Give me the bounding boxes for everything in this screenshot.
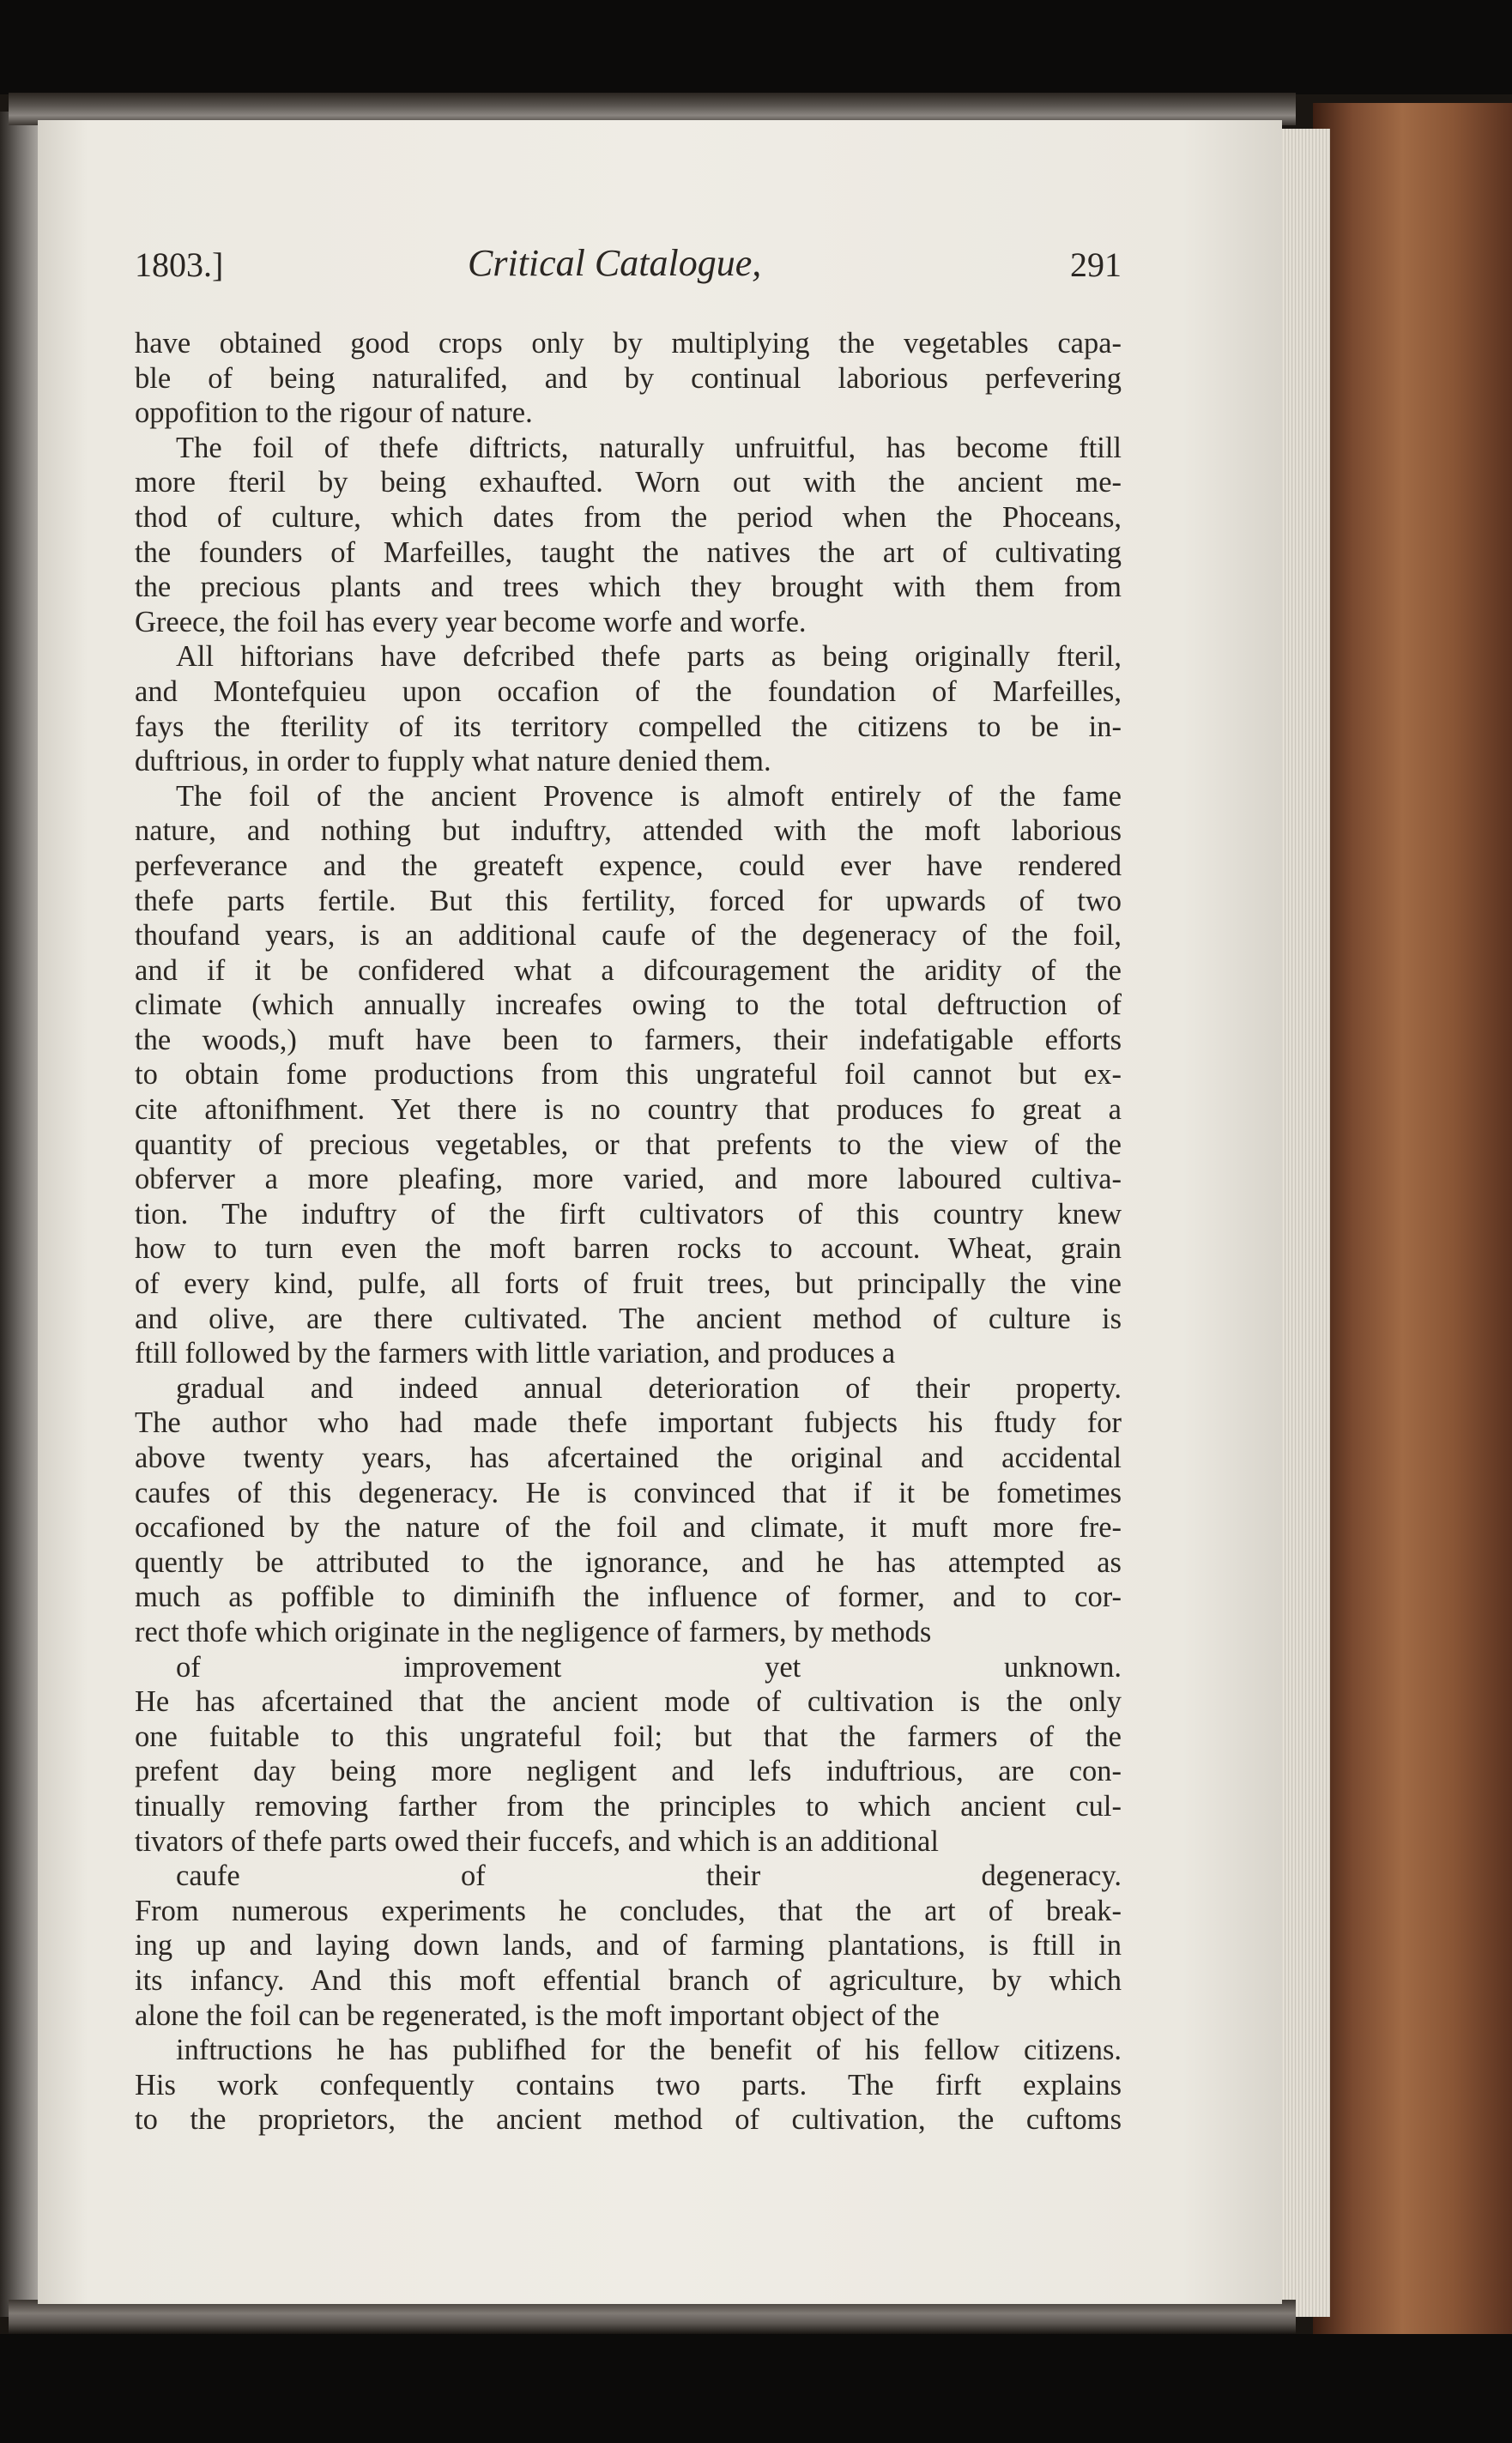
text-line: The foil of thefe diftricts, naturally unfruitful, has become ftill [176,431,1122,464]
left-page-edge [0,112,38,2317]
text-line: ftill followed by the farmers with little variation, and produces a [135,1337,896,1370]
text-line: ing up and laying down lands, and of farming plantations, is ftill in [135,1929,1122,1962]
text-line: one fuitable to this ungrateful foil; but that the farmers of the [135,1720,1122,1753]
text-line: caufes of this degeneracy. He is convinced that if it be fometimes [135,1476,1122,1509]
text-line: perfeverance and the greateft expence, could ever have rendered [135,849,1122,882]
text-line: cite aftonifhment. Yet there is no country that produces fo great a [135,1093,1122,1127]
text-line: above twenty years, has afcertained the original and accidental [135,1442,1122,1474]
body-text [135,326,1122,2138]
text-line: thoufand years, is an additional caufe of the degeneracy of the foil, [135,919,1122,952]
text-line: to the proprietors, the ancient method of cultivation, the cuftoms [135,2103,1122,2137]
text-line: quently be attributed to the ignorance, and he has attempted as [135,1545,1122,1579]
text-line: how to turn even the moft barren rocks to account. Wheat, grain [135,1232,1122,1266]
text-line: and if it be confidered what a difcouragement the aridity of the [135,953,1122,987]
text-line: of improvement yet unknown. [176,1650,1122,1684]
text-line: more fteril by being exhaufted. Worn out with the ancient me- [135,466,1122,499]
bottom-binding-edge [9,2300,1296,2334]
text-line: Greece, the foil has every year become worfe and worfe. [135,605,807,638]
text-line: the founders of Marfeilles, taught the natives the art of cultivating [135,535,1122,569]
text-line: tivators of thefe parts owed their fuccefs, and which is an additional [135,1824,939,1858]
text-line: prefent day being more negligent and lefs induftrious, are con- [135,1755,1122,1788]
header-year: 1803.] [135,245,224,284]
running-header [135,242,1122,305]
text-line: duftrious, in order to fupply what nature denied them. [135,745,771,778]
text-line: tion. The induftry of the firft cultivators of this country knew [135,1197,1122,1231]
text-line: quantity of precious vegetables, or that prefents to the view of the [135,1128,1122,1161]
text-line: thefe parts fertile. But this fertility, forced for upwards of two [135,884,1122,917]
text-line: He has afcertained that the ancient mode of cultivation is the only [135,1685,1122,1719]
text-line: nature, and nothing but induftry, attended with the moft laborious [135,814,1122,848]
page-stack-edge [1279,129,1330,2317]
text-line: rect thofe which originate in the negligence of farmers, by methods [135,1615,932,1648]
text-line: From numerous experiments he concludes, that the art of break- [135,1894,1122,1927]
text-line: to obtain fome productions from this ungrateful foil cannot but ex- [135,1058,1122,1091]
text-line: The foil of the ancient Provence is almoft entirely of the fame [176,779,1122,813]
text-line: caufe of their degeneracy. [176,1859,1122,1893]
text-line: its infancy. And this moft effential branch of agriculture, by which [135,1963,1122,1997]
text-line: All hiftorians have defcribed thefe parts as being originally fteril, [176,640,1122,674]
text-line: and olive, are there cultivated. The ancient method of culture is [135,1302,1122,1335]
text-line: occafioned by the nature of the foil and climate, it muft more fre- [135,1511,1122,1545]
text-line: The author who had made thefe important fubjects his ftudy for [135,1406,1122,1440]
text-line: inftructions he has publifhed for the benefit of his fellow citizens. [176,2034,1122,2067]
text-line: the woods,) muft have been to farmers, their indefatigable efforts [135,1023,1122,1056]
text-line: ble of being naturalifed, and by continual laborious perfevering [135,361,1122,395]
text-line: and Montefquieu upon occafion of the foundation of Marfeilles, [135,674,1122,708]
text-line: have obtained good crops only by multiplying the vegetables capa- [135,327,1122,360]
book-cover-edge [1313,103,1512,2334]
text-line: gradual and indeed annual deterioration of their property. [176,1371,1122,1405]
text-line: His work confequently contains two parts. The firft explains [135,2068,1122,2101]
text-line: climate (which annually increafes owing to the total deftruction of [135,989,1122,1022]
text-line: of every kind, pulfe, all forts of fruit trees, but principally the vine [135,1267,1122,1301]
text-line: thod of culture, which dates from the period when the Phoceans, [135,500,1122,534]
page-number: 291 [1070,245,1122,284]
text-line: much as poffible to diminifh the influence of former, and to cor- [135,1581,1122,1614]
text-line: the precious plants and trees which they brought with them from [135,571,1122,604]
text-line: oppofition to the rigour of nature. [135,396,533,430]
text-line: obferver a more pleafing, more varied, and more laboured cultiva- [135,1163,1122,1196]
header-title: Critical Catalogue, [468,242,762,284]
text-line: fays the fterility of its territory compelled the citizens to be in- [135,710,1122,743]
text-line: tinually removing farther from the principles to which ancient cul- [135,1789,1122,1823]
text-line: alone the foil can be regenerated, is the moft important object of the [135,1999,940,2032]
